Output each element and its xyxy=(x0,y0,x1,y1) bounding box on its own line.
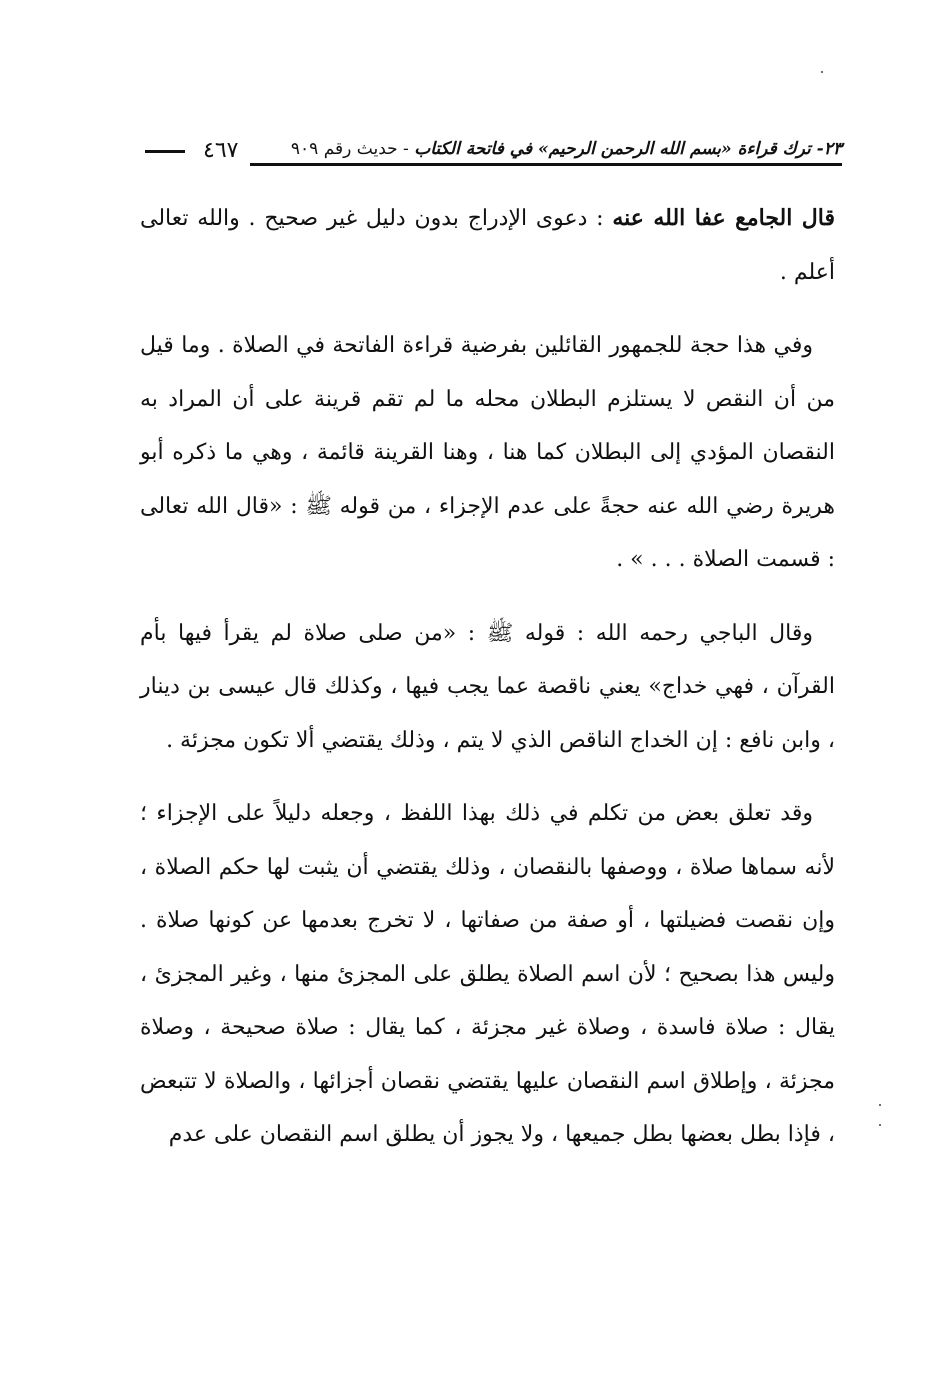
page-number-block xyxy=(145,136,238,168)
hadith-reference: حديث رقم ٩٠٩ xyxy=(290,139,398,159)
paragraph-text: وقال الباجي رحمه الله : قوله ﷺ : «من صلى صلاة لم يقرأ فيها بأم القرآن ، فهي خداج» يعني ناقصة عما يجب فيها ، وكذلك قال عيسى بن دينار ، وابن نافع : إن الخداج الناقص الذي لا يتم ، وذلك يقتضي ألا تكون مجزئة . xyxy=(140,620,835,753)
paragraph-text: : دعوى الإدراج بدون دليل غير صحيح . والله تعالى أعلم . xyxy=(140,206,835,285)
body-text xyxy=(140,192,835,1182)
paragraph xyxy=(140,607,835,768)
page-number-dash xyxy=(145,150,185,153)
paragraph xyxy=(140,319,835,587)
paragraph-lead: قال الجامع عفا الله عنه xyxy=(612,205,835,231)
chapter-title: ٢٣- ترك قراءة «بسم الله الرحمن الرحيم» في فاتحة الكتاب xyxy=(414,139,842,159)
page-number: ٤٦٧ xyxy=(203,138,239,163)
header-rule xyxy=(250,163,842,166)
paragraph xyxy=(140,192,835,299)
paragraph-text: وقد تعلق بعض من تكلم في ذلك بهذا اللفظ ، وجعله دليلاً على الإجزاء ؛ لأنه سماها صلاة ، ووصفها بالنقصان ، وذلك يقتضي أن يثبت لها حكم الصلاة ، وإن نقصت فضيلتها ، أو صفة من صفاتها ، لا تخرج بعدمها عن كونها صلاة . وليس هذا بصحيح ؛ لأن اسم الصلاة يطلق على المجزئ منها ، وغير المجزئ ، يقال : صلاة فاسدة ، وصلاة غير مجزئة ، كما يقال : صلاة صحيحة ، وصلاة مجزئة ، وإطلاق اسم النقصان عليها يقتضي نقصان أجزائها ، والصلاة لا تتبعض ، فإذا بطل بعضها بطل جميعها ، ولا يجوز أن يطلق اسم النقصان على عدم xyxy=(140,801,835,1147)
page-header xyxy=(145,118,842,168)
title-separator: - xyxy=(397,139,415,159)
paragraph xyxy=(140,787,835,1162)
paragraph-text: وفي هذا حجة للجمهور القائلين بفرضية قراءة الفاتحة في الصلاة . وما قيل من أن النقص لا يستلزم البطلان محله ما لم تقم قرينة على أن المراد به النقصان المؤدي إلى البطلان كما هنا ، وهنا القرينة قائمة ، وهي ما ذكره أبو هريرة رضي الله عنه حجةً على عدم الإجزاء ، من قوله ﷺ : «قال الله تعالى : قسمت الصلاة . . . » . xyxy=(140,333,835,572)
